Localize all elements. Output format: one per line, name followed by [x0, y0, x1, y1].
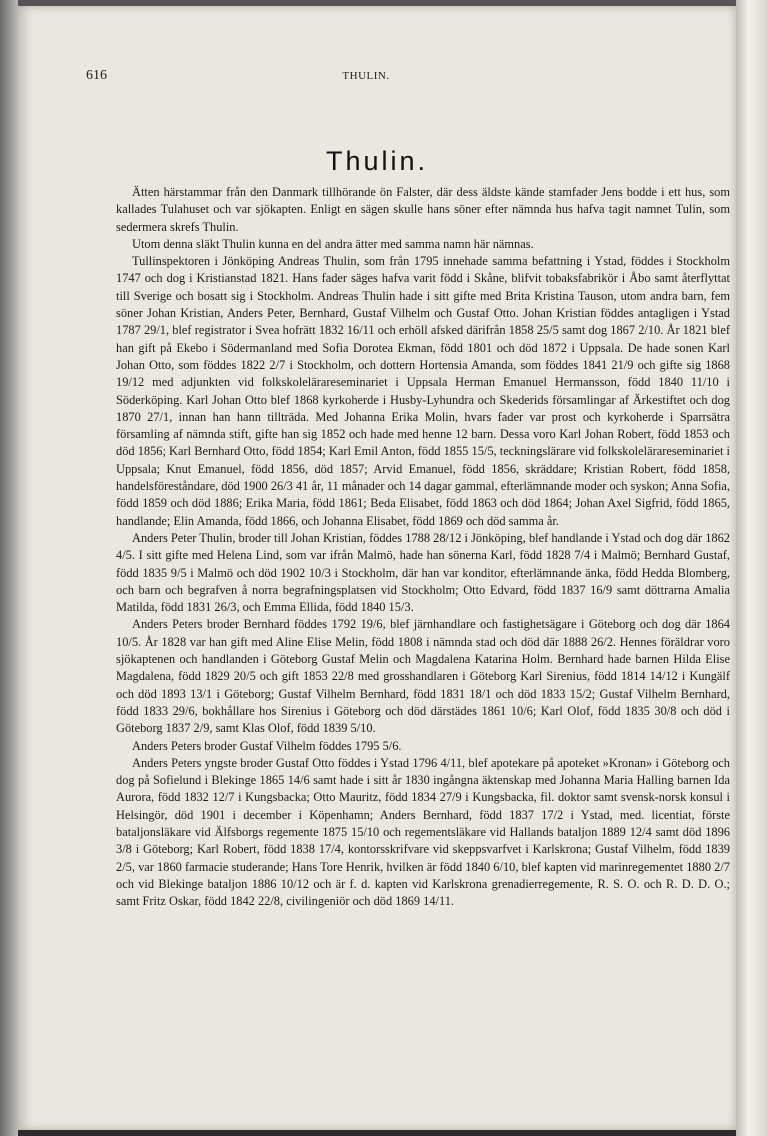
article-body [116, 184, 730, 910]
paragraph-andreas-thulin: Tullinspektoren i Jönköping Andreas Thulin, som från 1795 innehade samma befattning i Ystad, föddes i Stockholm 1747 och dog i Kristianstad 1821. Hans fader säges hafva varit född i Skåne, blifvit tobaksfabrikör i Åbo samt återflyttat till Sverige och bosatt sig i Stockholm. Andreas Thulin hade i sitt gifte med Brita Kristina Tauson, utom andra barn, fem söner Johan Kristian, Anders Peter, Bernhard, Gustaf Vilhelm och Gustaf Otto. Johan Kristian föddes antagligen i Ystad 1787 29/1, blef registrator i Svea hofrätt 1832 16/11 och erhöll afsked därifrån 1858 25/5 samt dog 1867 2/10. År 1821 blef han gift på Ekebo i Södermanland med Sofia Dorotea Ekman, född 1801 och död 1872 i Uppsala. De hade sonen Karl Johan Otto, som föddes 1822 2/7 i Stockholm, och dottern Hortensia Amanda, som föddes 1841 21/9 och gifte sig 1868 19/12 med adjunkten vid folkskolelärareseminariet i Uppsala Herman Emanuel Hermansson, född 1840 11/10 i Söderköping. Karl Johan Otto blef 1868 kyrkoherde i Husby-Lyhundra och Skederids församlingar af Ärkestiftet och dog 1870 27/1, innan han hann tillträda. Med Johanna Erika Molin, hvars fader var prost och kyrkoherde i Sparrsätra församling af nämnda stift, gifte han sig 1852 och hade med henne 12 barn. Dessa voro Karl Johan Robert, född 1853 och död 1856; Karl Bernhard Otto, född 1854; Karl Emil Anton, född 1855 15/5, teckningslärare vid folkskolelärareseminariet i Uppsala; Knut Emanuel, född 1856, död 1857; Arvid Emanuel, född 1856, skräddare; Kristian Robert, född 1858, handelsföreståndare, död 1900 26/3 41 år, 11 månader och 14 dagar gammal, efterlämnande moder och syskon; Anna Sofia, född 1859 och död 1886; Erika Maria, född 1861; Beda Elisabet, född 1863 och död 1864; Johan Axel Sigfrid, född 1865, handlande; Elin Amanda, född 1866, och Johanna Elisabet, född 1869 och död samma år. [116, 254, 730, 528]
article-title: Thulin. [325, 146, 429, 176]
book-page [18, 6, 736, 1130]
paragraph-anders-peter: Anders Peter Thulin, broder till Johan Kristian, föddes 1788 28/12 i Jönköping, blef handlande i Ystad och dog där 1862 4/5. I sitt gifte med Helena Lind, som var ifrån Malmö, hade han sönerna Karl, född 1828 7/4 i Malmö; Bernhard Gustaf, född 1835 9/5 i Malmö och död 1902 10/3 i Stockholm, där han var konditor, efterlämnande änka, född Hedda Blomberg, och barn och begrafven å norra begrafningsplatsen vid Stockholm; Otto Edvard, född 1837 16/9 samt döttrarna Amalia Matilda, född 1831 26/3, och Emma Ellida, född 1840 15/3. [116, 530, 730, 615]
running-title: THULIN. [342, 70, 390, 82]
page-edge-right [736, 0, 767, 1136]
book-spine-shadow [0, 0, 18, 1136]
paragraph-origin: Ätten härstammar från den Danmark tillhörande ön Falster, där dess äldste kände stamfader Jens bodde i ett hus, som kallades Tulahuset och var sjökapten. Enligt en sägen skulle hans söner efter nämnda hus hafva tagit namnet Tulin, som sedermera skrefs Thulin. [116, 185, 730, 234]
paragraph-gustaf-otto: Anders Peters yngste broder Gustaf Otto föddes i Ystad 1796 4/11, blef apotekare på apoteket »Kronan» i Göteborg och dog på Sofielund i Blekinge 1865 14/6 samt hade i sitt år 1830 ingångna äktenskap med Johanna Maria Halling barnen Ida Aurora, född 1832 12/7 i Kungsbacka; Otto Mauritz, född 1834 27/9 i Kungsbacka, fil. doktor samt svensk-norsk konsul i Helsingör, död 1901 i december i Köpenhamn; Anders Bernhard, född 1837 17/2 i Ystad, med. licentiat, förste bataljonsläkare vid Älfsborgs regemente 1875 15/10 och regementsläkare vid Hallands bataljon 1889 12/4 samt död 1896 3/8 i Göteborg; Karl Robert, född 1838 17/4, kontorsskrifvare vid skeppsvarfvet i Karlskrona; Gustaf Vilhelm, född 1839 2/5, var 1860 farmacie studerande; Hans Tore Henrik, hvilken är född 1840 6/10, blef kapten vid marinregementet 1880 2/7 och vid Blekinge bataljon 1886 10/12 och är f. d. kapten vid Karlskrona grenadierregemente, R. S. O. och R. D. D. O.; samt Fritz Oskar, född 1842 22/8, civilingeniör och död 1869 14/11. [116, 755, 730, 909]
page-number: 616 [86, 68, 107, 83]
paragraph-gustaf-vilhelm: Anders Peters broder Gustaf Vilhelm föddes 1795 5/6. [132, 738, 402, 753]
paragraph-other-families: Utom denna släkt Thulin kunna en del andra ätter med samma namn här nämnas. [132, 236, 534, 251]
paragraph-bernhard: Anders Peters broder Bernhard föddes 1792 19/6, blef järnhandlare och fastighetsägare i Göteborg och dog där 1864 10/5. År 1828 var han gift med Aline Elise Melin, född 1808 i nämnda stad och död där 1888 26/2. Hennes föräldrar voro sjökaptenen och handlanden i Göteborg Gustaf Melin och Magdalena Katarina Holm. Bernhard hade barnen Hilda Elise Magdalena, född 1829 20/5 och gift 1853 22/8 med grosshandlaren i Göteborg Karl Sirenius, född 1814 14/12 i Kungälf och död 1893 13/1 i Göteborg; Gustaf Vilhelm Bernhard, född 1831 18/1 och död 1833 15/2; Gustaf Vilhelm Bernhard, född 1833 29/6, bokhållare hos Sirenius i Göteborg och död därstädes 1861 10/6; Karl Olof, född 1835 30/8 och död i Göteborg 1837 2/9, samt Klas Olof, född 1839 5/10. [116, 617, 730, 736]
